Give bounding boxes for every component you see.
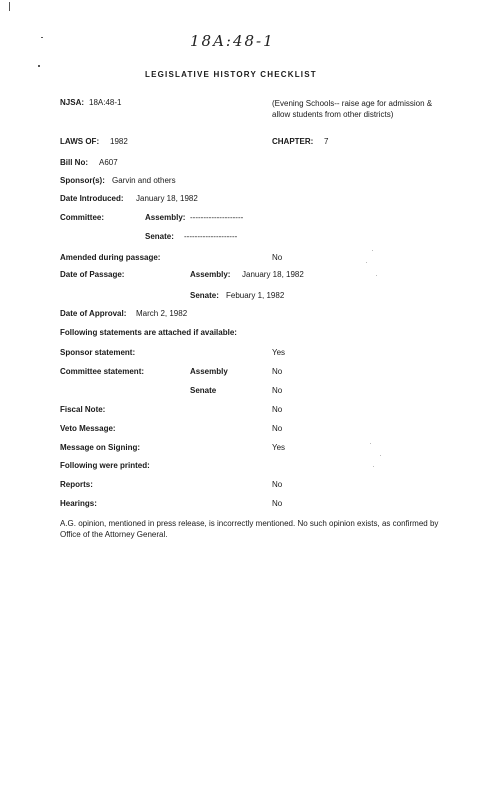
date-of-passage-label: Date of Passage: <box>60 270 125 279</box>
date-of-approval-label: Date of Approval: <box>60 309 127 318</box>
chapter-label: CHAPTER: <box>272 137 314 146</box>
document-title: LEGISLATIVE HISTORY CHECKLIST <box>145 70 317 79</box>
message-on-signing-value: Yes <box>272 443 286 452</box>
reports-value: No <box>272 480 283 489</box>
hearings-label: Hearings: <box>60 499 97 508</box>
scan-speck <box>373 466 374 467</box>
committee-statement-label: Committee statement: <box>60 367 145 376</box>
njsa-label: NJSA: <box>60 98 85 107</box>
scan-mark <box>9 2 10 11</box>
committee-senate-label: Senate: <box>145 232 174 241</box>
committee-senate-value: -------------------- <box>184 232 238 241</box>
scan-speck <box>380 455 381 456</box>
passage-senate-value: Febuary 1, 1982 <box>226 291 285 300</box>
committee-statement-assembly-label: Assembly <box>190 367 228 376</box>
veto-message-label: Veto Message: <box>60 424 116 433</box>
committee-assembly-label: Assembly: <box>145 213 186 222</box>
following-printed-heading: Following were printed: <box>60 461 150 470</box>
passage-assembly-label: Assembly: <box>190 270 231 279</box>
reports-label: Reports: <box>60 480 93 489</box>
scan-speck <box>372 250 373 251</box>
amended-label: Amended during passage: <box>60 253 161 262</box>
passage-senate-label: Senate: <box>190 291 219 300</box>
date-of-approval-value: March 2, 1982 <box>136 309 188 318</box>
passage-assembly-value: January 18, 1982 <box>242 270 304 279</box>
scan-speck <box>366 262 367 263</box>
bill-no-value: A607 <box>99 158 118 167</box>
veto-message-value: No <box>272 424 283 433</box>
committee-statement-senate-value: No <box>272 386 283 395</box>
sponsor-statement-value: Yes <box>272 348 286 357</box>
hearings-value: No <box>272 499 283 508</box>
sponsors-label: Sponsor(s): <box>60 176 105 185</box>
fiscal-note-label: Fiscal Note: <box>60 405 106 414</box>
following-attached-heading: Following statements are attached if available: <box>60 328 237 337</box>
attorney-general-note: A.G. opinion, mentioned in press release, is incorrectly mentioned. No such opinion exists, as confirmed by Office of the Attorney General. <box>60 519 439 539</box>
date-introduced-label: Date Introduced: <box>60 194 124 203</box>
sponsors-value: Garvin and others <box>112 176 176 185</box>
committee-statement-assembly-value: No <box>272 367 283 376</box>
bill-no-label: Bill No: <box>60 158 88 167</box>
amended-value: No <box>272 253 283 262</box>
date-introduced-value: January 18, 1982 <box>136 194 198 203</box>
laws-of-value: 1982 <box>110 137 128 146</box>
scan-speck <box>376 275 377 276</box>
laws-of-label: LAWS OF: <box>60 137 100 146</box>
chapter-value: 7 <box>324 137 329 146</box>
njsa-value: 18A:48-1 <box>89 98 122 107</box>
scan-speck <box>370 443 371 444</box>
message-on-signing-label: Message on Signing: <box>60 443 141 452</box>
handwritten-reference: 18A:48-1 <box>190 32 275 50</box>
description: (Evening Schools-- raise age for admission & allow students from other districts) <box>272 99 433 119</box>
sponsor-statement-label: Sponsor statement: <box>60 348 136 357</box>
committee-assembly-value: -------------------- <box>190 213 244 222</box>
committee-label: Committee: <box>60 213 105 222</box>
scan-mark <box>41 37 43 38</box>
committee-statement-senate-label: Senate <box>190 386 217 395</box>
scan-mark <box>38 65 40 67</box>
fiscal-note-value: No <box>272 405 283 414</box>
